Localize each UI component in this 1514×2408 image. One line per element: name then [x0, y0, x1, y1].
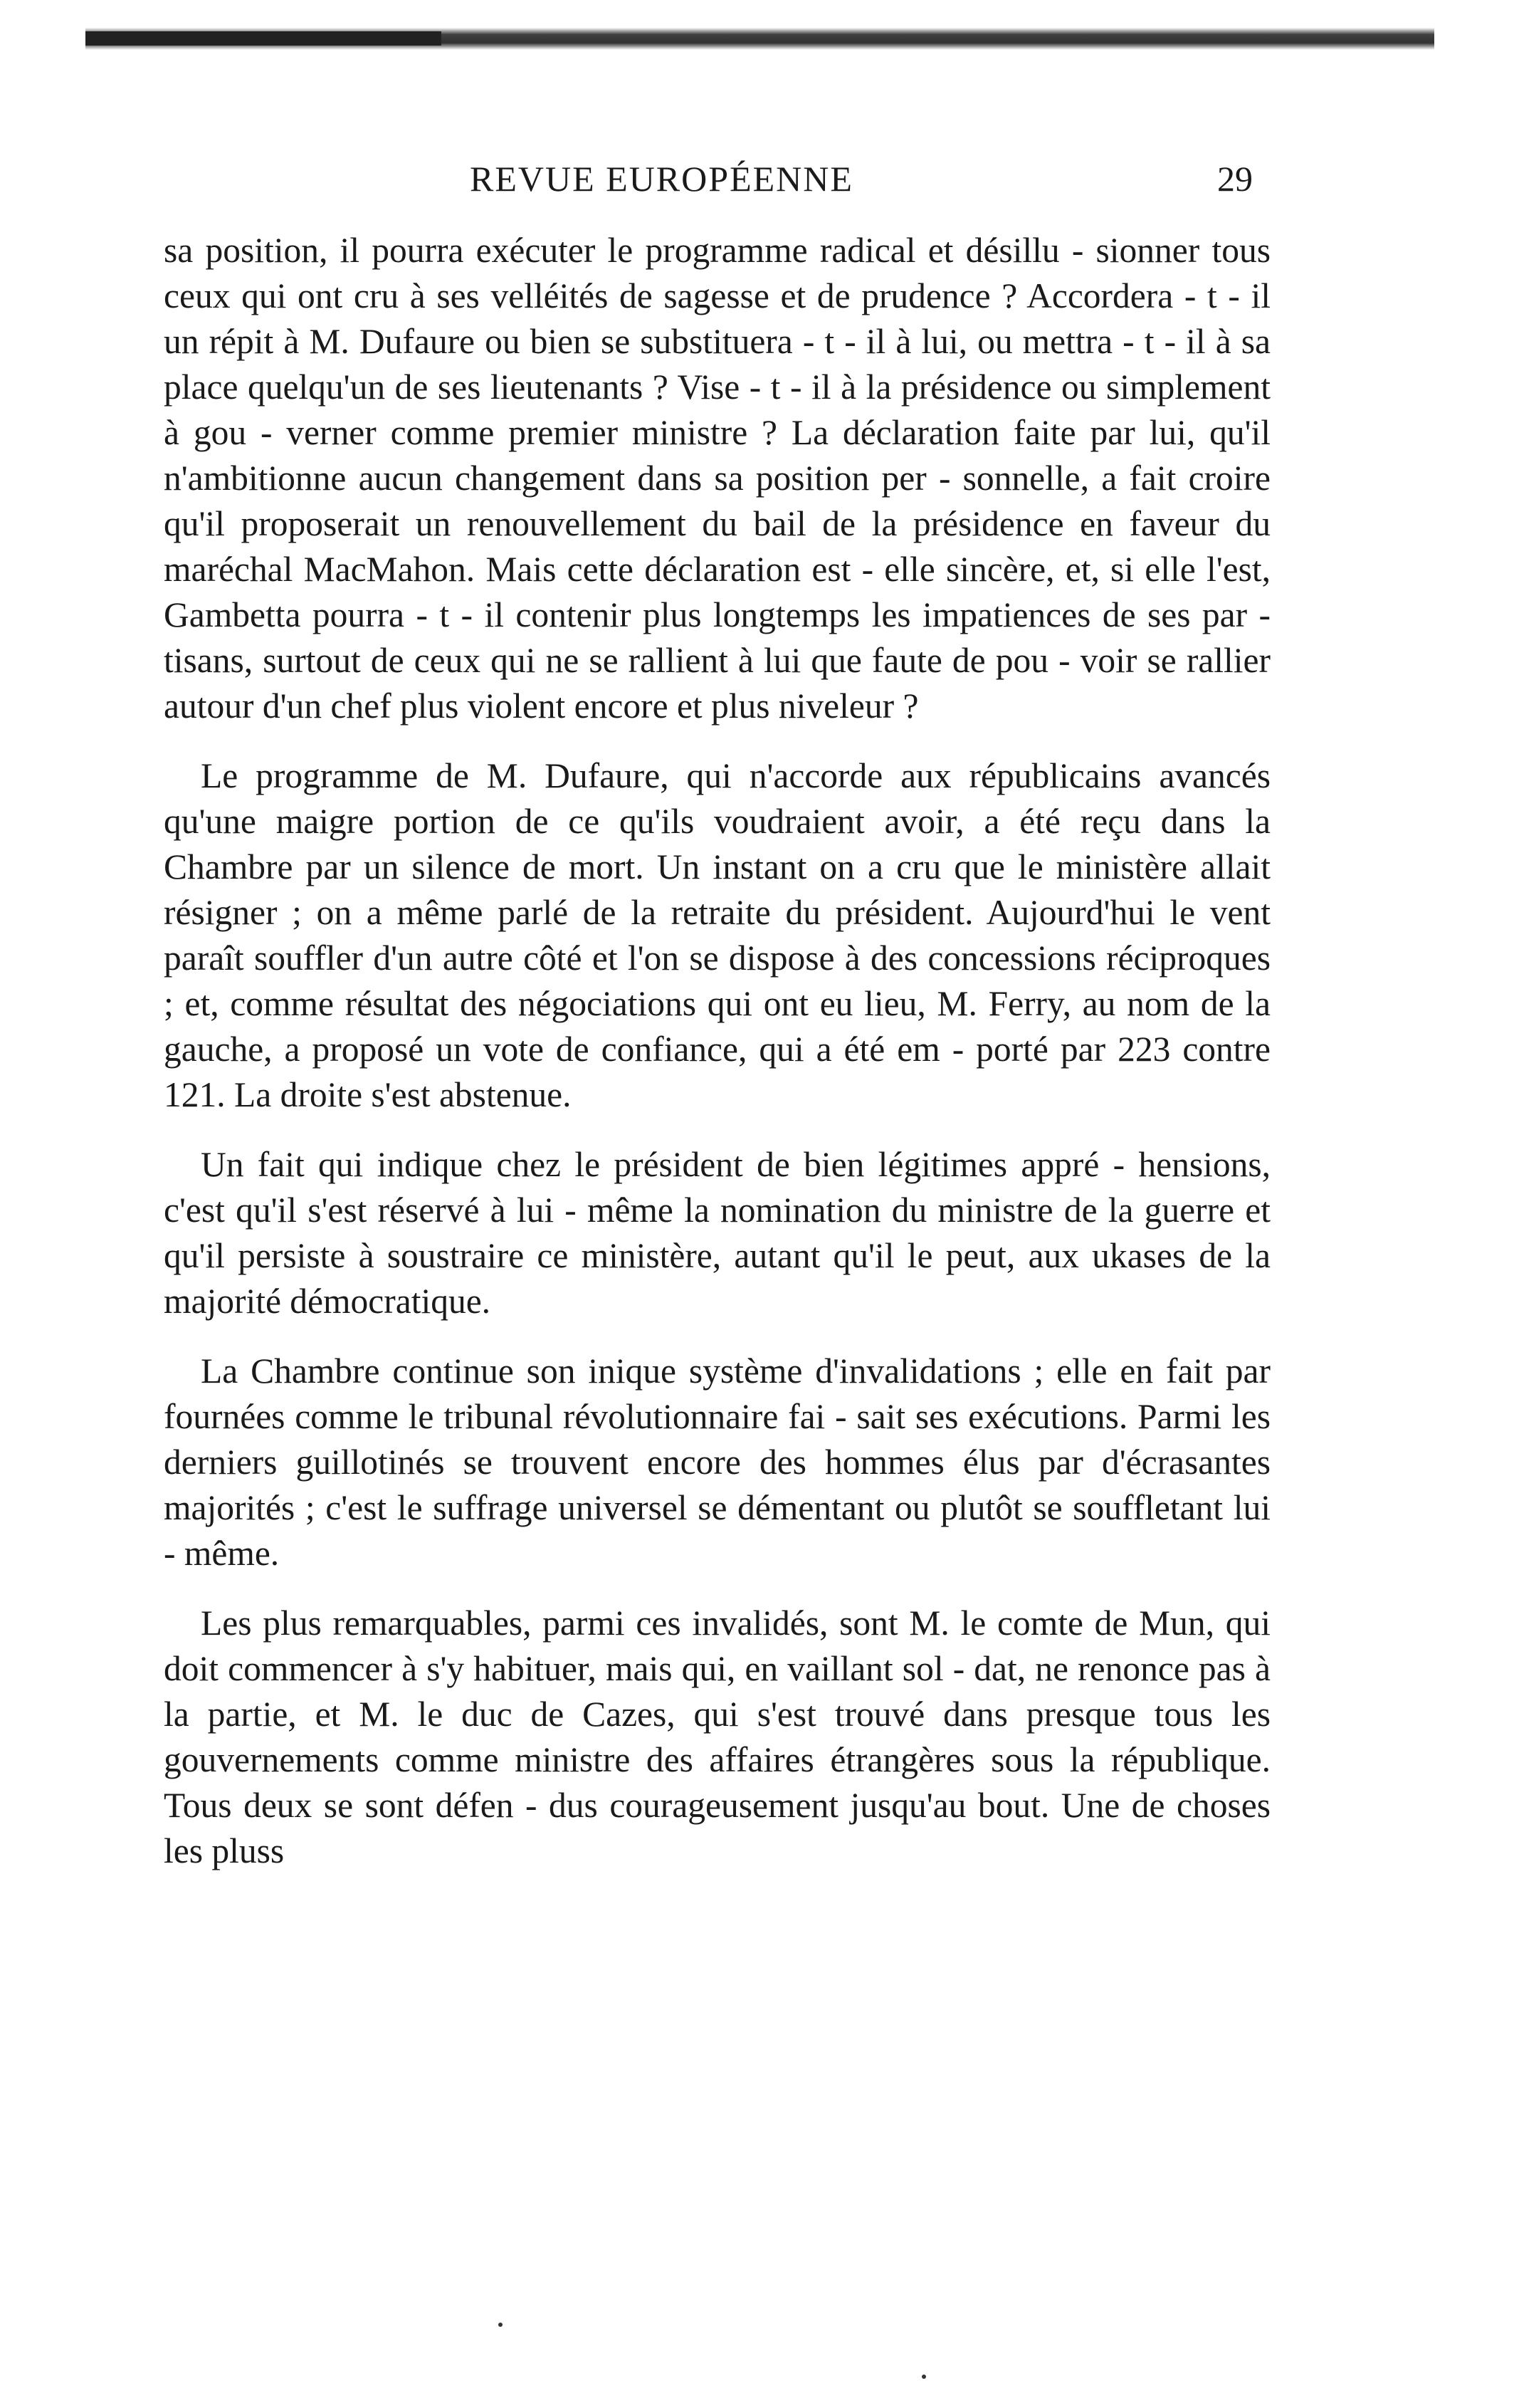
body-text: [164, 228, 1271, 1898]
paragraph-1: sa position, il pourra exécuter le programme radical et désillu - sionner tous ceux qui ont cru à ses velléités de sagesse et de prudence ? Accordera - t - il un répit à M. Dufaure ou bien se substituera - t - il à lui, ou mettra - t - il à sa place quelqu'un de ses lieutenants ? Vise - t - il à la présidence ou simplement à gou - verner comme premier ministre ? La déclaration faite par lui, qu'il n'ambitionne aucun changement dans sa position per - sonnelle, a fait croire qu'il proposerait un renouvellement du bail de la présidence en faveur du maréchal MacMahon. Mais cette déclaration est - elle sincère, et, si elle l'est, Gambetta pourra - t - il contenir plus longtemps les impatiences de ses par - tisans, surtout de ceux qui ne se rallient à lui que faute de pou - voir se rallier autour d'un chef plus violent encore et plus niveleur ?: [164, 231, 1271, 726]
paper-speck: [922, 2375, 926, 2379]
page-number: 29: [1217, 159, 1253, 199]
scan-edge-bar-left: [85, 31, 441, 46]
running-header: REVUE EUROPÉENNE: [470, 159, 853, 199]
paragraph-5: Les plus remarquables, parmi ces invalidés, sont M. le comte de Mun, qui doit commencer à s'y habituer, mais qui, en vaillant sol - dat, ne renonce pas à la partie, et M. le duc de Cazes, qui s'est trouvé dans presque tous les gouvernements comme ministre des affaires étrangères sous la république. Tous deux se sont défen - dus courageusement jusqu'au bout. Une de choses les pluss: [164, 1603, 1271, 1870]
paper-speck: [498, 2323, 503, 2327]
paragraph-4: La Chambre continue son inique système d'invalidations ; elle en fait par fournées comme le tribunal révolutionnaire fai - sait ses exécutions. Parmi les derniers guillotinés se trouvent encore des hommes élus par d'écrasantes majorités ; c'est le suffrage universel se démentant ou plutôt se souffletant lui - même.: [164, 1351, 1271, 1573]
paragraph-3: Un fait qui indique chez le président de bien légitimes appré - hensions, c'est qu'il s'est réservé à lui - même la nomination du ministre de la guerre et qu'il persiste à soustraire ce ministère, autant qu'il le peut, aux ukases de la majorité démocratique.: [164, 1145, 1271, 1321]
paragraph-2: Le programme de M. Dufaure, qui n'accorde aux républicains avancés qu'une maigre portion de ce qu'ils voudraient avoir, a été reçu dans la Chambre par un silence de mort. Un instant on a cru que le ministère allait résigner ; on a même parlé de la retraite du président. Aujourd'hui le vent paraît souffler d'un autre côté et l'on se dispose à des concessions réciproques ; et, comme résultat des négociations qui ont eu lieu, M. Ferry, au nom de la gauche, a proposé un vote de confiance, qui a été em - porté par 223 contre 121. La droite s'est abstenue.: [164, 756, 1271, 1114]
